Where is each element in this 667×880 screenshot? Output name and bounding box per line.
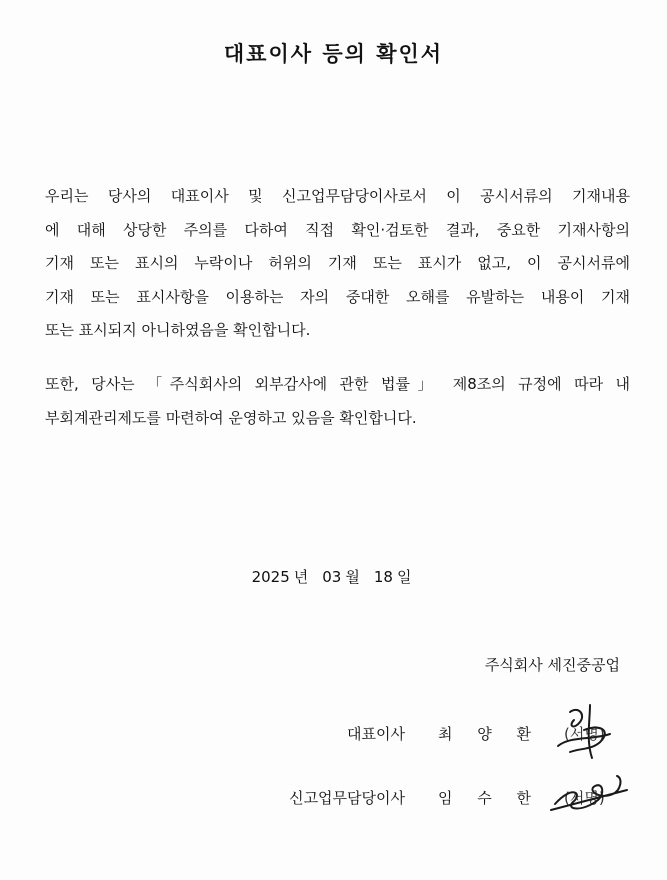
signatory-name: 최 양 환 (438, 725, 542, 743)
date-day: 18 (373, 568, 393, 586)
signature-placeholder: (서명) (564, 789, 605, 807)
document-date (0, 566, 667, 587)
date-year-unit: 년 (293, 568, 309, 586)
paragraph-line: 또는 표시되지 아니하였음을 확인합니다. (45, 321, 311, 339)
paragraph-line: 기재 또는 표시사항을 이용하는 자의 중대한 오해를 유발하는 내용이 기재 (45, 287, 630, 306)
signatory-role: 대표이사 (347, 725, 405, 743)
signature-placeholder: (서명) (564, 725, 605, 743)
company-name: 주식회사 세진중공업 (484, 656, 620, 674)
signatory-role: 신고업무담당이사 (289, 789, 405, 807)
paragraph-line: 에 대해 상당한 주의를 다하여 직접 확인·검토한 결과, 중요한 기재사항의 (45, 220, 630, 239)
paragraph-line: 또한, 당사는 「주식회사의 외부감사에 관한 법률」 제8조의 규정에 따라 내 (45, 375, 630, 393)
paragraph-internal-control (45, 368, 630, 435)
date-month: 03 (322, 568, 342, 586)
signatory-ceo (0, 723, 667, 753)
signatory-name: 임 수 한 (438, 789, 542, 807)
paragraph-line: 우리는 당사의 대표이사 및 신고업무담당이사로서 이 공시서류의 기재내용 (45, 187, 630, 205)
signatory-disclosure-director (0, 787, 667, 817)
date-year: 2025 (251, 568, 290, 586)
paragraph-confirmation (45, 180, 630, 348)
date-day-unit: 일 (396, 568, 412, 586)
document-title: 대표이사 등의 확인서 (223, 42, 444, 66)
paragraph-line: 기재 또는 표시의 누락이나 허위의 기재 또는 표시가 없고, 이 공시서류에 (45, 254, 630, 272)
paragraph-line: 부회계관리제도를 마련하여 운영하고 있음을 확인합니다. (45, 408, 417, 427)
date-month-unit: 월 (345, 568, 360, 586)
